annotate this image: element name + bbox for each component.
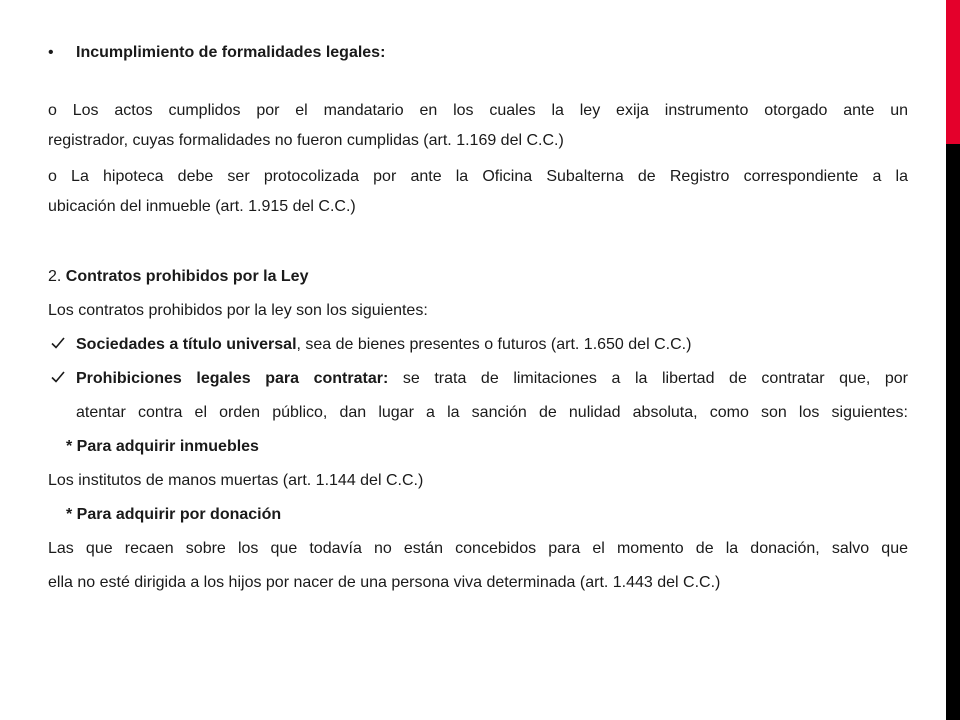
checkmark-icon — [50, 369, 66, 390]
sub2-text-line2: ella no esté dirigida a los hijos por nacer de una persona viva determinada (art. 1.443 del C.C.) — [48, 574, 721, 591]
section1-heading-line — [48, 44, 385, 62]
check-item-2-text: se trata de limitaciones a la libertad de contratar que, por — [388, 370, 908, 387]
check-item-1 — [48, 336, 908, 354]
check-item-2-line1 — [76, 370, 908, 388]
section1-paragraph1-line1: o Los actos cumplidos por el mandatario en los cuales la ley exija instrumento otorgado ante un — [48, 102, 908, 119]
check-item-2-bold: Prohibiciones legales para contratar: — [76, 370, 389, 387]
bullet-icon: • — [48, 44, 54, 61]
section1-paragraph2-line2: ubicación del inmueble (art. 1.915 del C.C.) — [48, 198, 356, 215]
section2-title: Contratos prohibidos por la Ley — [65, 268, 309, 285]
section1-heading: Incumplimiento de formalidades legales: — [76, 44, 386, 61]
side-accent-black — [946, 144, 960, 720]
side-accent-red — [946, 0, 960, 144]
sub2-heading: * Para adquirir por donación — [66, 506, 282, 523]
section2-intro: Los contratos prohibidos por la ley son los siguientes: — [48, 302, 428, 319]
check-item-2-line2: atentar contra el orden público, dan lugar a la sanción de nulidad absoluta, como son los siguientes: — [76, 404, 908, 421]
sub2-text-line1: Las que recaen sobre los que todavía no están concebidos para el momento de la donación, salvo que — [48, 540, 908, 557]
section2-number: 2. — [48, 268, 66, 285]
check-item-1-text: , sea de bienes presentes o futuros (art. 1.650 del C.C.) — [296, 336, 692, 353]
check-item-1-bold: Sociedades a título universal — [76, 336, 297, 353]
section1-paragraph2-line1: o La hipoteca debe ser protocolizada por ante la Oficina Subalterna de Registro correspondiente a la — [48, 168, 908, 185]
section1-paragraph1-line2: registrador, cuyas formalidades no fueron cumplidas (art. 1.169 del C.C.) — [48, 132, 564, 149]
sub1-text: Los institutos de manos muertas (art. 1.144 del C.C.) — [48, 472, 424, 489]
sub1-heading: * Para adquirir inmuebles — [66, 438, 259, 455]
checkmark-icon — [50, 335, 66, 356]
section2-title-line — [48, 268, 308, 286]
